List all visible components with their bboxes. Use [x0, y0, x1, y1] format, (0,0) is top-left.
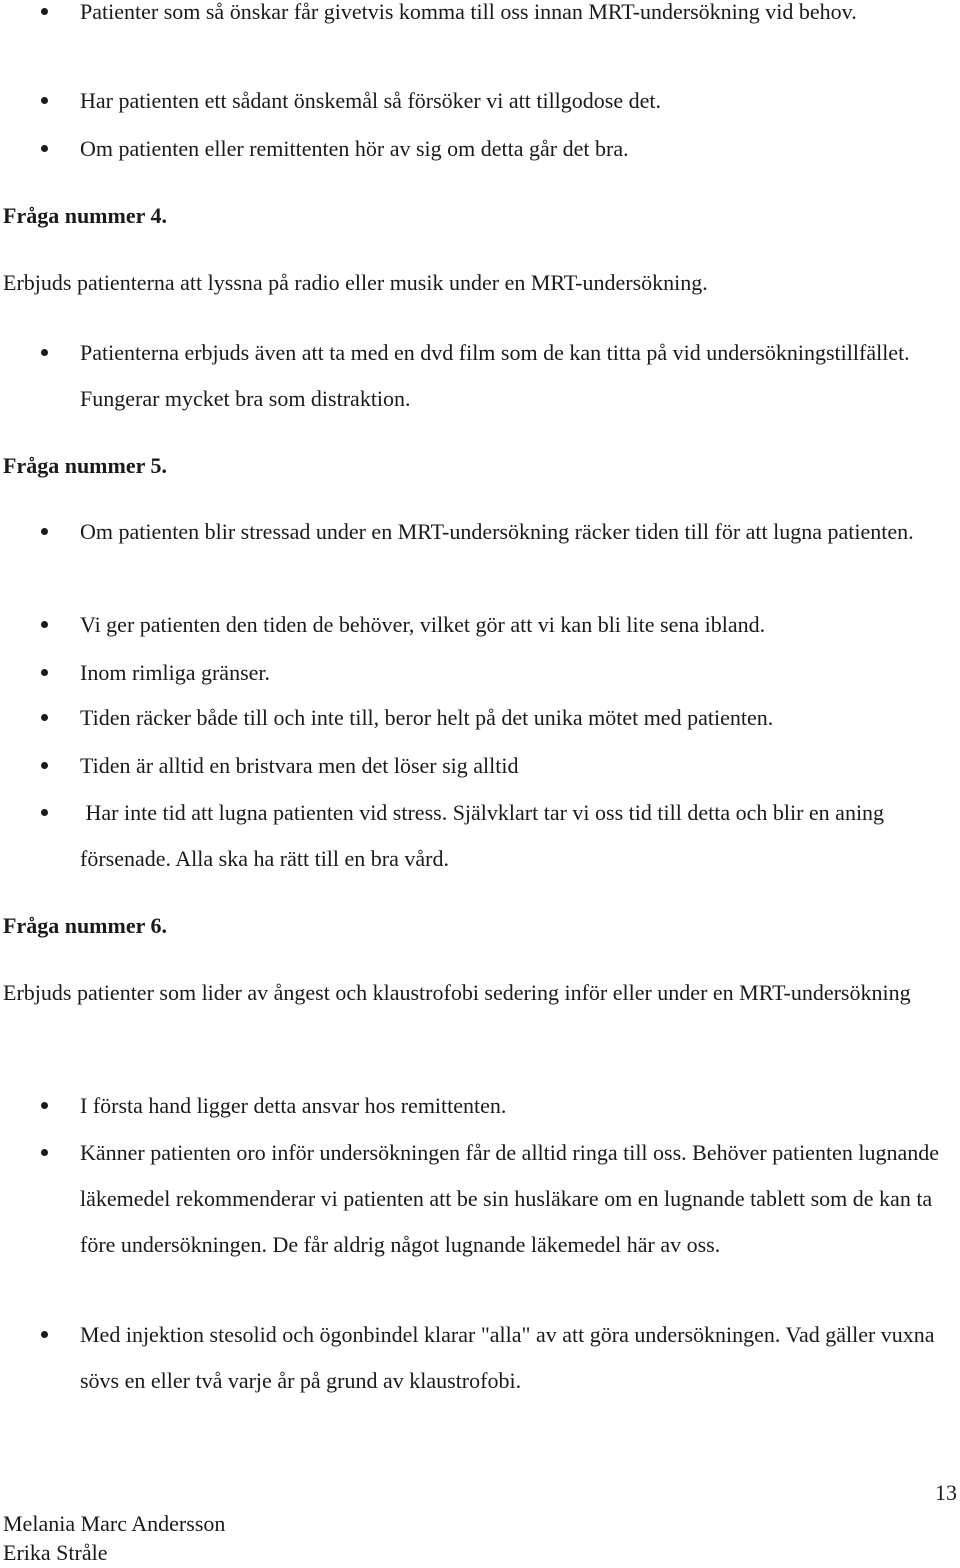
list-item: Känner patienten oro inför undersökningen får de alltid ringa till oss. Behöver patienten lugnande läkemedel rekommenderar vi patienten att be sin husläkare om en lugnande tablett som de kan ta före undersökningen. De får aldrig något lugnande läkemedel här av oss. — [80, 1130, 950, 1268]
footer-author: Melania Marc Andersson — [3, 1511, 226, 1536]
bullet-icon — [41, 8, 48, 15]
list-item: Tiden räcker både till och inte till, beror helt på det unika mötet med patienten. — [80, 695, 950, 741]
list-item: Med injektion stesolid och ögonbindel klarar "alla" av att göra undersökningen. Vad gäller vuxna sövs en eller två varje år på grund av klaustrofobi. — [80, 1312, 950, 1404]
bullet-icon — [41, 669, 48, 676]
list-item: Patienter som så önskar får givetvis komma till oss innan MRT-undersökning vid behov. — [80, 0, 950, 35]
bullet-icon — [41, 762, 48, 769]
bullet-icon — [41, 528, 48, 535]
list-item: Har inte tid att lugna patienten vid stress. Självklart tar vi oss tid till detta och blir en aning försenade. Alla ska ha rätt till en bra vård. — [80, 790, 950, 882]
question-heading: Fråga nummer 4. — [3, 203, 167, 228]
list-item: Inom rimliga gränser. — [80, 650, 950, 696]
question-text: Erbjuds patienter som lider av ångest och klaustrofobi sedering inför eller under en MRT-undersökning — [3, 980, 911, 1005]
bullet-icon — [41, 1149, 48, 1156]
question-heading: Fråga nummer 5. — [3, 453, 167, 478]
list-item: Tiden är alltid en bristvara men det löser sig alltid — [80, 743, 950, 789]
bullet-icon — [41, 145, 48, 152]
page-number: 13 — [935, 1480, 957, 1505]
bullet-icon — [41, 97, 48, 104]
list-item: Om patienten blir stressad under en MRT-undersökning räcker tiden till för att lugna patienten. — [80, 509, 950, 555]
bullet-icon — [41, 621, 48, 628]
list-item: Har patienten ett sådant önskemål så försöker vi att tillgodose det. — [80, 78, 950, 124]
bullet-icon — [41, 714, 48, 721]
list-item: Vi ger patienten den tiden de behöver, vilket gör att vi kan bli lite sena ibland. — [80, 602, 950, 648]
question-text: Erbjuds patienterna att lyssna på radio eller musik under en MRT-undersökning. — [3, 270, 708, 295]
bullet-icon — [41, 809, 48, 816]
bullet-icon — [41, 349, 48, 356]
footer-author: Erika Stråle — [3, 1540, 108, 1565]
list-item: Om patienten eller remittenten hör av sig om detta går det bra. — [80, 126, 950, 172]
bullet-icon — [41, 1102, 48, 1109]
question-heading: Fråga nummer 6. — [3, 913, 167, 938]
list-item: Patienterna erbjuds även att ta med en dvd film som de kan titta på vid undersökningstillfället. Fungerar mycket bra som distraktion. — [80, 330, 950, 422]
list-item: I första hand ligger detta ansvar hos remittenten. — [80, 1083, 950, 1129]
bullet-icon — [41, 1331, 48, 1338]
